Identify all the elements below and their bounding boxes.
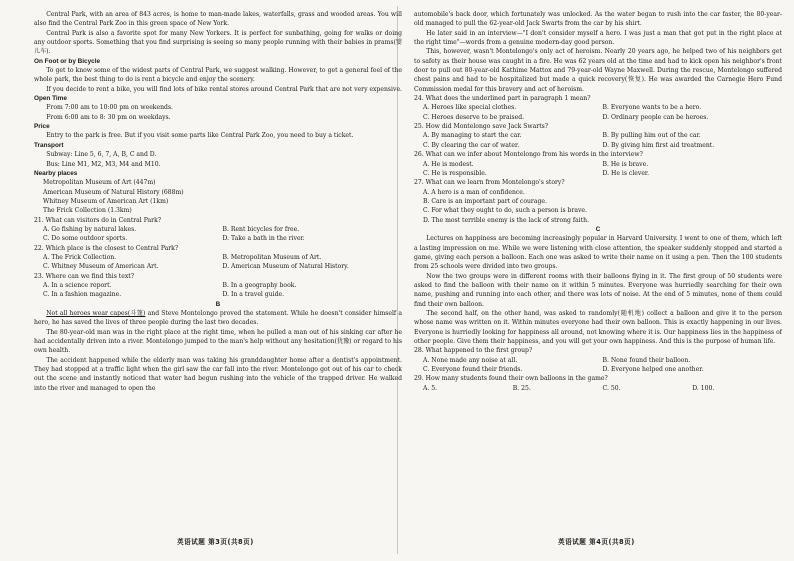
- passage-a-paragraph-3: To get to know some of the widest parts of Central Park, we suggest walking. However, to get a general feel of the whole park, the best thing to do is rent a bicycle and enjoy the scenery.: [34, 67, 402, 84]
- question-24: 24. What does the underlined part in paragraph 1 mean?: [414, 95, 591, 103]
- option-b: B. Metropolitan Museum of Art.: [222, 253, 322, 261]
- question-21-options: [34, 225, 402, 244]
- transport-bus: Bus: Line M1, M2, M3, M4 and M10.: [46, 160, 161, 168]
- question-28: 28. What happened to the first group?: [414, 347, 533, 355]
- option-a: A. A hero is a man of confidence.: [423, 188, 525, 196]
- question-22: 22. Which place is the closest to Central Park?: [34, 244, 179, 252]
- nearby-item: Metropolitan Museum of Art (447m): [43, 179, 156, 187]
- option-a: A. Heroes like special clothes.: [423, 104, 517, 112]
- heading-nearby: Nearby places: [34, 169, 78, 177]
- option-d: D. Ordinary people can be heroes.: [602, 113, 709, 121]
- passage-a-paragraph-4: If you decide to rent a bike, you will find lots of bike rental stores around Central Park that are not very expensive.: [46, 85, 402, 93]
- heading-price: Price: [34, 123, 50, 131]
- option-c: C. By clearing the car of water.: [423, 141, 520, 149]
- option-d: D. By giving him first aid treatment.: [602, 141, 715, 149]
- option-a: A. He is modest.: [423, 160, 474, 168]
- option-c: C. Do some outdoor sports.: [43, 235, 128, 243]
- option-a: A. 5.: [423, 384, 438, 392]
- question-27-options: [414, 188, 782, 225]
- option-b: B. By pulling him out of the car.: [602, 132, 701, 140]
- passage-b-paragraph-3: The accident happened while the elderly man was taking his granddaughter home after a dentist's appointment. They had stopped at a traffic light when the girl saw the car fall into the river. Montelongo got out of his car to check out the scene and instantly noticed that water had begun rushing into the vehicle of the trapped driver. He walked into the river and managed to open the: [34, 356, 402, 392]
- option-b: B. In a geography book.: [222, 281, 297, 289]
- option-b: B. Care is an important part of courage.: [423, 197, 547, 205]
- question-23-options: [34, 281, 402, 300]
- nearby-item: Whitney Museum of American Art (1km): [43, 197, 169, 205]
- option-b: B. None found their balloon.: [602, 356, 691, 364]
- option-c: C. He is responsible.: [423, 169, 487, 177]
- passage-a-paragraph-2: Central Park is also a favorite spot for many New Yorkers. It is perfect for sunbathing, going for walks or doing any outdoor sports. Something that you find surprising is seeing so many people running with their babies in prams(婴儿车).: [34, 29, 402, 56]
- option-d: D. The most terrible enemy is the lack of strong faith.: [423, 216, 590, 224]
- option-d: D. Take a bath in the river.: [222, 235, 305, 243]
- question-26-options: [414, 160, 782, 179]
- question-25: 25. How did Montelongo save Jack Swarts?: [414, 123, 549, 131]
- page-4: [414, 10, 782, 525]
- question-22-options: [34, 253, 402, 272]
- option-b: B. He is brave.: [602, 160, 649, 168]
- open-time-weekends: From 7:00 am to 10:00 pm on weekends.: [46, 104, 173, 112]
- option-a: A. By managing to start the car.: [423, 132, 522, 140]
- nearby-list: [34, 178, 402, 215]
- question-24-options: [414, 103, 782, 122]
- question-21: 21. What can visitors do in Central Park?: [34, 216, 162, 224]
- passage-c-paragraph-3: The second half, on the other hand, was asked to randomly(随机地) collect a balloon and give it to the person whose name was written on it. Within minutes everyone had their own balloon. This is exactly happening in our lives. Everyone is hurriedly looking for happiness all around, not knowing where it is. Our happiness lies in the happiness of other people. Give them their happiness, and you will get your own happiness. And this is the purpose of human life.: [414, 310, 782, 346]
- section-c-title: C: [595, 225, 601, 233]
- option-d: D. Everyone helped one another.: [602, 366, 704, 374]
- heading-open-time: Open Time: [34, 95, 67, 103]
- passage-b-paragraph-2: The 80-year-old man was in the right place at the right time, when he pulled a man out of his sinking car after he had accidentally driven into a river. Montelongo jumped to the man's help without any hesitation(犹豫) or regard to his own health.: [34, 328, 402, 355]
- question-25-options: [414, 131, 782, 150]
- passage-a-paragraph-1: Central Park, with an area of 843 acres, is home to man-made lakes, waterfalls, grass and wooded areas. You will also find the Central Park Zoo in this green space of New York.: [34, 11, 402, 28]
- question-23: 23. Where can we find this text?: [34, 272, 134, 280]
- option-d: D. In a travel guide.: [222, 291, 285, 299]
- option-a: A. Go fishing by natural lakes.: [43, 225, 137, 233]
- option-d: D. American Museum of Natural History.: [222, 263, 349, 271]
- question-29-options: [414, 384, 782, 393]
- passage-c-paragraph-1: Lectures on happiness are becoming increasingly popular in Harvard University. I went to one of them, which left a lasting impression on me. While we were listening with close attention, the speaker suddenly stopped and started a game, giving each person a balloon. Each one was asked to write their name on it using a pen. Then the 100 students from 25 schools were divided into two groups.: [414, 235, 782, 271]
- nearby-item: The Frick Collection (1.3km): [43, 207, 132, 215]
- page-footer-right: 英语试题 第4页(共8页): [558, 538, 635, 546]
- option-d: D. 100.: [692, 384, 715, 392]
- passage-b-paragraph-4: He later said in an interview—"I don't consider myself a hero. I was just a man that got put in the right place at the right time"—words from a genuine modern-day good person.: [414, 29, 782, 47]
- passage-b-continued: automobile's back door, which fortunately was unlocked. As the water began to rush into the car faster, the 80-year-old managed to pull the 62-year-old Jack Swarts from the car by his shirt.: [414, 11, 782, 28]
- passage-b-paragraph-1: [34, 309, 402, 328]
- heading-on-foot: On Foot or by Bicycle: [34, 57, 101, 65]
- price-text: Entry to the park is free. But if you visit some parts like Central Park Zoo, you need to buy a ticket.: [46, 132, 354, 140]
- option-c: C. Everyone found their friends.: [423, 366, 523, 374]
- heading-transport: Transport: [34, 141, 64, 149]
- option-b: B. Everyone wants to be a hero.: [602, 104, 702, 112]
- question-27: 27. What can we learn from Montelongo's story?: [414, 179, 565, 187]
- question-26: 26. What can we infer about Montelongo from his words in the interview?: [414, 151, 643, 159]
- option-c: C. 50.: [602, 384, 621, 392]
- option-b: B. 25.: [512, 384, 531, 392]
- underlined-phrase: Not all heroes wear capes(斗篷): [46, 310, 146, 317]
- passage-c-paragraph-2: Now the two groups were in different rooms with their balloons flying in it. The first group of 50 students were asked to find the balloon with their name on it within 5 minutes. Everyone was hurriedly searching for their own name, pushing and running into each other, and there was lots of noise. At the end of 5 minutes, none of them could find their own balloon.: [414, 272, 782, 308]
- nearby-item: American Museum of Natural History (688m): [43, 188, 184, 196]
- option-a: A. The Frick Collection.: [43, 253, 117, 261]
- option-c: C. For what they ought to do, such a person is brave.: [423, 207, 587, 215]
- option-b: B. Rent bicycles for free.: [222, 225, 300, 233]
- open-time-weekdays: From 6:00 am to 8: 30 pm on weekdays.: [46, 113, 171, 121]
- option-a: A. None made any noise at all.: [423, 356, 518, 364]
- option-c: C. Whitney Museum of American Art.: [43, 263, 159, 271]
- passage-b-paragraph-1-rest: and Steve Montelongo proved the statement. While he doesn't consider himself a hero, he has saved the lives of three people during the last two decades.: [34, 310, 402, 327]
- option-d: D. He is clever.: [602, 169, 650, 177]
- page-3: [34, 10, 402, 525]
- page-footer-left: 英语试题 第3页(共8页): [177, 538, 254, 546]
- question-29: 29. How many students found their own balloons in the game?: [414, 375, 608, 383]
- option-c: C. Heroes deserve to be praised.: [423, 113, 525, 121]
- option-c: C. In a fashion magazine.: [43, 291, 122, 299]
- option-a: A. In a science report.: [43, 281, 112, 289]
- passage-b-paragraph-5: This, however, wasn't Montelongo's only act of heroism. Nearly 20 years ago, he helped two of his neighbors get to safety as their house was caught in a fire. He was 62 years old at the time and had to kick open his neighbor's front door to pull out 80-year-old Kathime Mattox and 79-year-old Wayne Maxwell. During the rescue, Montelongo suffered chest pains and had to be hospitalized but made a quick recovery(恢复). He was awarded the Carnegie Hero Fund Commission medal for this bravery and act of heroism.: [414, 48, 782, 93]
- question-28-options: [414, 356, 782, 375]
- transport-subway: Subway: Line 5, 6, 7, A, B, C and D.: [46, 151, 157, 159]
- section-b-title: B: [215, 300, 221, 308]
